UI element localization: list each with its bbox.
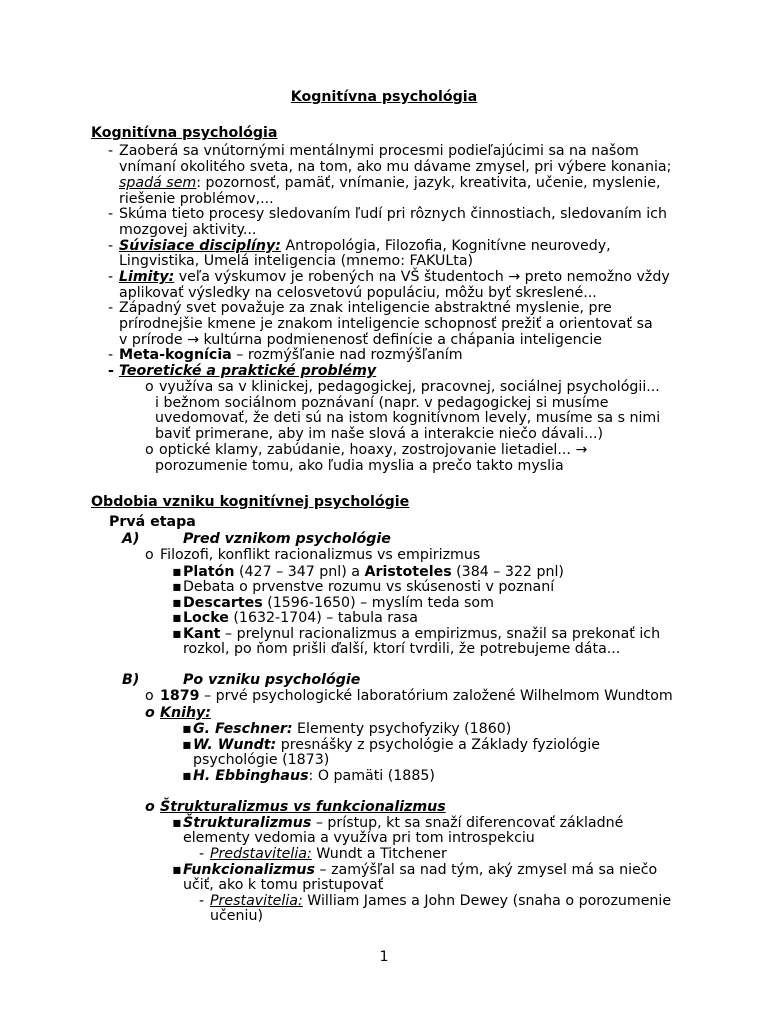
subsection-heading: Štrukturalizmus vs funkcionalizmus: [160, 799, 446, 815]
inline-term: H. Ebbinghaus: [193, 768, 309, 784]
text-line: učeniu): [210, 908, 263, 924]
text-line: Debata o prvenstve rozumu vs skúsenosti v poznaní: [183, 579, 555, 595]
square-bullet: ▪: [172, 610, 182, 626]
inline-text: (427 – 347 pnl) a: [234, 564, 365, 580]
dash-bullet: -: [199, 893, 205, 909]
inline-text: presnášky z psychológie a Základy fyziológie: [276, 737, 600, 753]
text-line: [193, 721, 511, 737]
text-line: [119, 347, 463, 363]
text-line: [193, 737, 600, 753]
text-line: porozumenie tomu, ako ľudia myslia a prečo takto myslia: [155, 458, 564, 474]
text-line: baviť primerane, aby im naše slová a interakcie niečo dávali...): [155, 426, 604, 442]
inline-term: Prestavitelia:: [210, 893, 303, 909]
inline-text: – prvé psychologické laboratórium založené Wilhelmom Wundtom: [199, 688, 673, 704]
square-bullet: ▪: [172, 595, 182, 611]
subsection-heading: Knihy:: [160, 705, 211, 721]
inline-term: spadá sem: [119, 175, 197, 191]
inline-text: : pozornosť, pamäť, vnímanie, jazyk, kreativita, učenie, myslenie,: [196, 175, 661, 191]
text-line: mozgovej aktivity...: [119, 222, 257, 238]
dash-bullet: -: [199, 846, 205, 862]
inline-text: William James a John Dewey (snaha o porozumenie: [302, 893, 672, 909]
text-line: Západný svet považuje za znak inteligencie abstraktné myslenie, pre: [119, 300, 612, 316]
text-line: [183, 815, 623, 831]
text-line: učiť, ako k tomu pristupovať: [183, 877, 384, 893]
text-line: [193, 768, 435, 784]
text-line: i bežnom sociálnom poznávaní (napr. v pedagogickej si musíme: [155, 395, 609, 411]
square-bullet: ▪: [172, 579, 182, 595]
dash-bullet: -: [108, 347, 114, 363]
text-line: [119, 269, 670, 285]
text-line: Lingvistika, Umelá inteligencia (mnemo: FAKULta): [119, 253, 474, 269]
circle-bullet: o: [145, 705, 155, 721]
text-line: prírodnejšie kmene je znakom inteligencie schopnosť prežiť a orientovať sa: [119, 316, 653, 332]
inline-text: Elementy psychofyziky (1860): [292, 721, 512, 737]
inline-term: G. Feschner:: [193, 721, 293, 737]
text-line: aplikovať výsledky na celosvetovú populáciu, môžu byť skreslené...: [119, 285, 597, 301]
square-bullet: ▪: [182, 768, 192, 784]
list-label-a: A): [122, 531, 140, 547]
inline-term: Limity:: [119, 269, 175, 285]
text-line: [160, 688, 673, 704]
text-line: Zaoberá sa vnútornými mentálnymi procesmi podieľajúcimi sa na našom: [119, 143, 639, 159]
dash-bullet: -: [108, 143, 114, 159]
circle-bullet: o: [145, 379, 154, 395]
inline-text: (384 – 322 pnl): [451, 564, 564, 580]
text-line: vnímaní okolitého sveta, na tom, ako mu dávame zmysel, pri výbere konania;: [119, 159, 672, 175]
inline-text: : O pamäti (1885): [308, 768, 435, 784]
subsection-title-b: Po vzniku psychológie: [183, 672, 361, 688]
circle-bullet: o: [145, 688, 154, 704]
text-line: [183, 862, 657, 878]
inline-text: – prístup, kt sa snaží diferencovať základné: [311, 815, 624, 831]
inline-text: veľa výskumov je robených na VŠ študentoch → preto nemožno vždy: [174, 269, 670, 285]
text-line: rozkol, po ňom prišli ďalší, ktorí tvrdili, že potrebujeme dáta...: [183, 641, 621, 657]
text-line: [183, 610, 418, 626]
section-heading-obdobia: Obdobia vzniku kognitívnej psychológie: [91, 494, 410, 510]
list-label-b: B): [122, 672, 140, 688]
square-bullet: ▪: [172, 564, 182, 580]
text-line: Skúma tieto procesy sledovaním ľudí pri rôznych činnostiach, sledovaním ich: [119, 206, 667, 222]
dash-bullet: -: [108, 300, 114, 316]
square-bullet: ▪: [172, 862, 182, 878]
text-line: [210, 893, 671, 909]
inline-text: – rozmýšľanie nad rozmýšľaním: [231, 347, 463, 363]
text-line: optické klamy, zabúdanie, hoaxy, zostrojovanie lietadiel... →: [159, 442, 588, 458]
text-line: Filozofi, konflikt racionalizmus vs empirizmus: [160, 547, 481, 563]
dash-bullet: -: [108, 363, 114, 379]
section-heading-kognitivna: Kognitívna psychológia: [91, 125, 278, 141]
square-bullet: ▪: [182, 737, 192, 753]
inline-term: Descartes: [183, 595, 263, 611]
inline-term: Funkcionalizmus: [183, 862, 315, 878]
inline-text: (1596-1650) – myslím teda som: [262, 595, 494, 611]
text-line: [210, 846, 447, 862]
inline-term: Locke: [183, 610, 229, 626]
square-bullet: ▪: [172, 626, 182, 642]
inline-term: Štrukturalizmus: [183, 815, 312, 831]
dash-bullet: -: [108, 269, 114, 285]
square-bullet: ▪: [182, 721, 192, 737]
circle-bullet: o: [145, 442, 154, 458]
inline-text: – zamýšľal sa nad tým, aký zmysel má sa niečo: [314, 862, 658, 878]
dash-bullet: -: [108, 238, 114, 254]
inline-term: Meta-kognícia: [119, 347, 232, 363]
inline-term: Platón: [183, 564, 235, 580]
text-line: uvedomovať, že deti sú na istom kognitívnom levely, musíme sa s nimi: [155, 410, 661, 426]
inline-text: – prelynul racionalizmus a empirizmus, snažil sa prekonať ich: [220, 626, 661, 642]
inline-term: Kant: [183, 626, 221, 642]
document-title: Kognitívna psychológia: [290, 89, 478, 105]
text-line: využíva sa v klinickej, pedagogickej, pracovnej, sociálnej psychológii...: [159, 379, 660, 395]
text-line: [183, 564, 564, 580]
text-line: [119, 238, 611, 254]
circle-bullet: o: [145, 547, 154, 563]
text-line: elementy vedomia a využíva pri tom introspekciu: [183, 830, 535, 846]
inline-term: 1879: [160, 688, 200, 704]
inline-term: Súvisiace disciplíny:: [119, 238, 281, 254]
dash-bullet: -: [108, 206, 114, 222]
inline-text: Antropológia, Filozofia, Kognitívne neurovedy,: [280, 238, 611, 254]
circle-bullet: o: [145, 799, 155, 815]
inline-term: Aristoteles: [364, 564, 452, 580]
text-line: psychológie (1873): [193, 752, 330, 768]
text-line: [119, 175, 661, 191]
subsection-heading: Teoretické a praktické problémy: [119, 363, 377, 379]
text-line: [183, 595, 494, 611]
inline-term: Predstavitelia:: [210, 846, 312, 862]
square-bullet: ▪: [172, 815, 182, 831]
inline-term: W. Wundt:: [193, 737, 277, 753]
subsection-title-a: Pred vznikom psychológie: [183, 531, 391, 547]
inline-text: (1632-1704) – tabula rasa: [228, 610, 418, 626]
text-line: v prírode → kultúrna podmienenosť definície a chápania inteligencie: [119, 332, 603, 348]
stage-heading: Prvá etapa: [109, 514, 196, 530]
text-line: [183, 626, 660, 642]
inline-text: Wundt a Titchener: [311, 846, 447, 862]
text-line: riešenie problémov,...: [119, 191, 274, 207]
page-number: 1: [379, 949, 389, 965]
